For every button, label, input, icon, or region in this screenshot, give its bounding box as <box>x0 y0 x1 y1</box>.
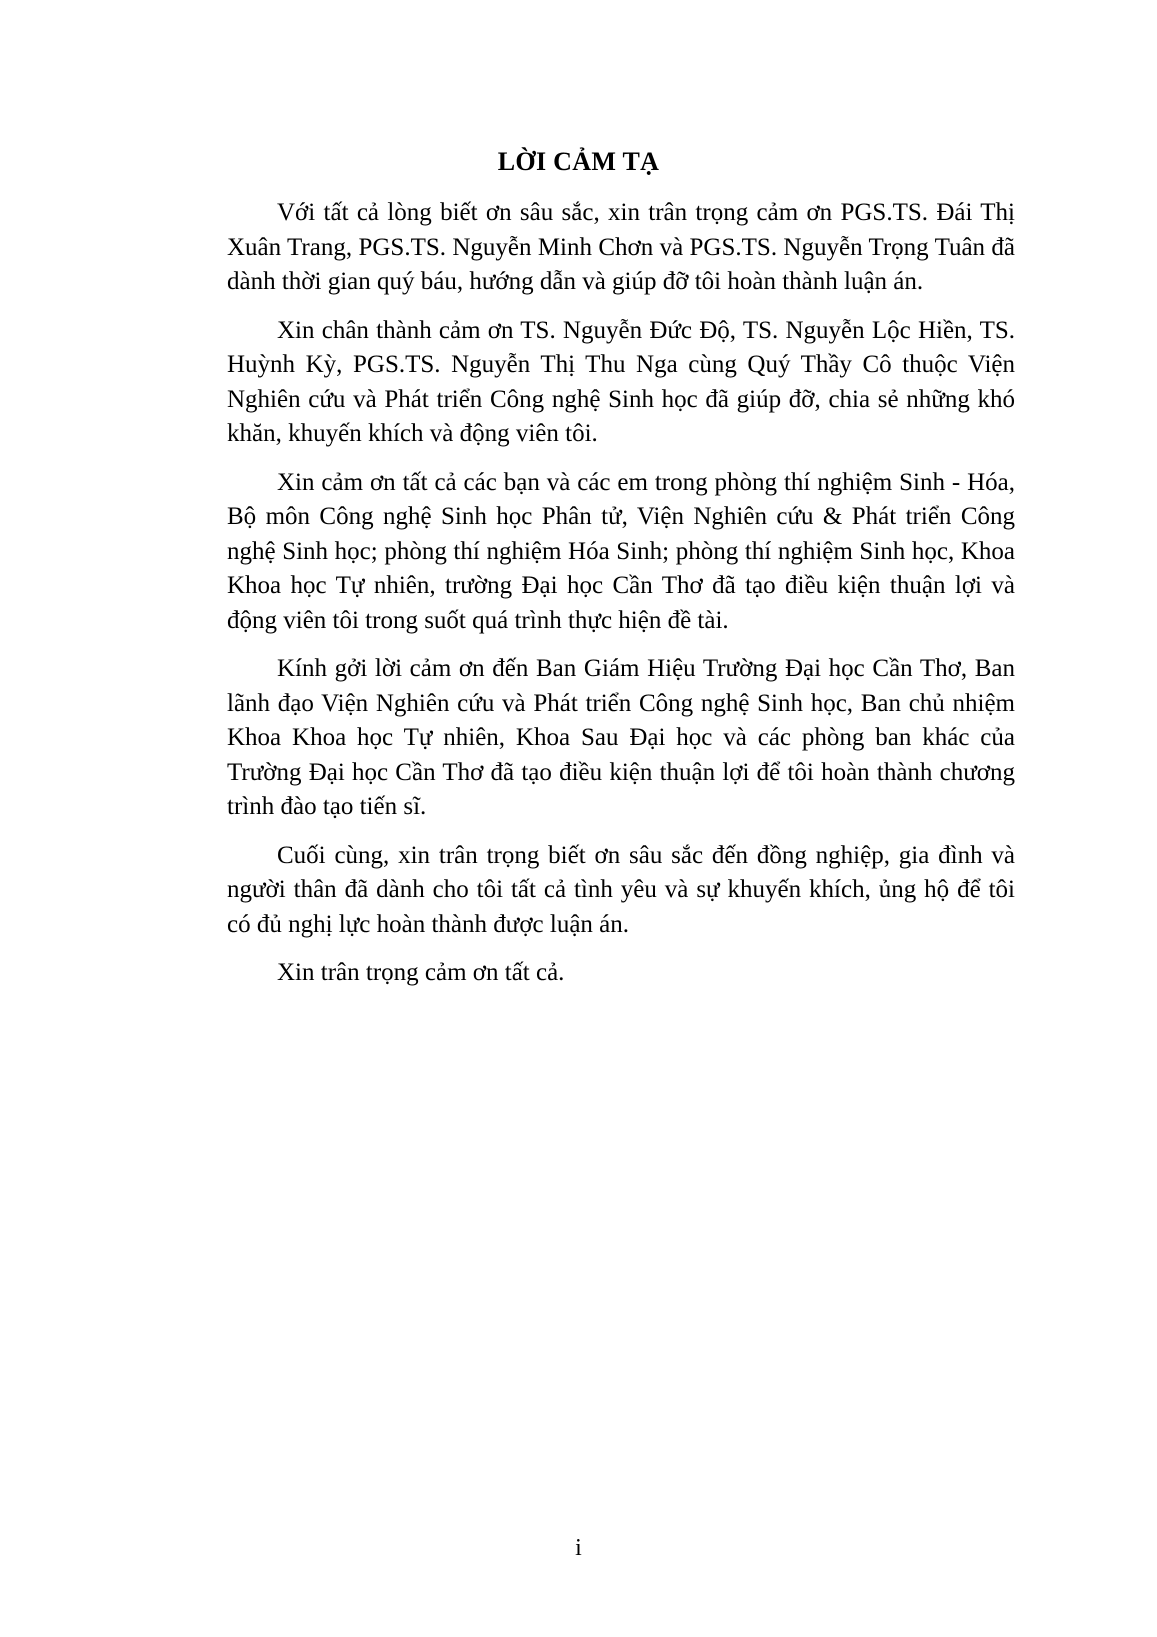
page-number: i <box>575 1535 582 1561</box>
paragraph-advisors: Với tất cả lòng biết ơn sâu sắc, xin trân trọng cảm ơn PGS.TS. Đái Thị Xuân Trang, PGS.TS. Nguyễn Minh Chơn và PGS.TS. Nguyễn Trọng Tuân đã dành thời gian quý báu, hướng dẫn và giúp đỡ tôi hoàn thành luận án. <box>227 199 1015 295</box>
paragraph-family: Cuối cùng, xin trân trọng biết ơn sâu sắc đến đồng nghiệp, gia đình và người thân đã dành cho tôi tất cả tình yêu và sự khuyến khích, ủng hộ để tôi có đủ nghị lực hoàn thành được luận án. <box>227 841 1015 938</box>
paragraph-closing: Xin trân trọng cảm ơn tất cả. <box>277 959 565 986</box>
acknowledgement-body <box>227 196 1015 1005</box>
paragraph-labmates: Xin cảm ơn tất cả các bạn và các em trong phòng thí nghiệm Sinh - Hóa, Bộ môn Công nghệ Sinh học Phân tử, Viện Nghiên cứu & Phát triển Công nghệ Sinh học; phòng thí nghiệm Hóa Sinh; phòng thí nghiệm Sinh học, Khoa Khoa học Tự nhiên, trường Đại học Cần Thơ đã tạo điều kiện thuận lợi và động viên tôi trong suốt quá trình thực hiện đề tài. <box>227 468 1015 634</box>
paragraph-teachers: Xin chân thành cảm ơn TS. Nguyễn Đức Độ, TS. Nguyễn Lộc Hiền, TS. Huỳnh Kỳ, PGS.TS. Nguyễn Thị Thu Nga cùng Quý Thầy Cô thuộc Viện Nghiên cứu và Phát triển Công nghệ Sinh học đã giúp đỡ, chia sẻ những khó khăn, khuyến khích và động viên tôi. <box>227 316 1015 447</box>
page-title: LỜI CẢM TẠ <box>497 147 660 176</box>
paragraph-university: Kính gởi lời cảm ơn đến Ban Giám Hiệu Trường Đại học Cần Thơ, Ban lãnh đạo Viện Nghiên cứu và Phát triển Công nghệ Sinh học, Ban chủ nhiệm Khoa Khoa học Tự nhiên, Khoa Sau Đại học và các phòng ban khác của Trường Đại học Cần Thơ đã tạo điều kiện thuận lợi để tôi hoàn thành chương trình đào tạo tiến sĩ. <box>227 655 1015 820</box>
